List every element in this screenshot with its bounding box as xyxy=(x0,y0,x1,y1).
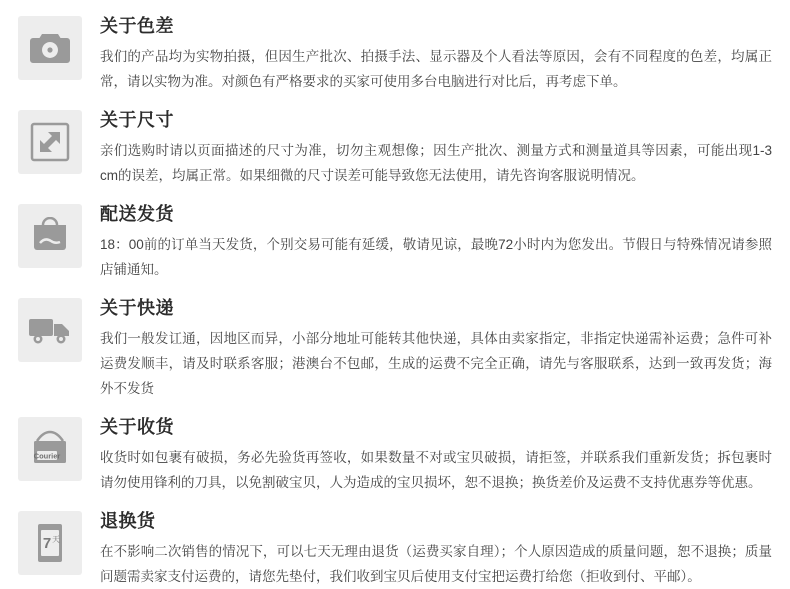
section-body: 18：00前的订单当天发货，个别交易可能有延缓，敬请见谅，最晚72小时内为您发出。节假日与特殊情况请参照店铺通知。 xyxy=(100,237,772,277)
section-content xyxy=(100,14,772,94)
section-color-difference xyxy=(18,14,772,94)
section-returns xyxy=(18,509,772,589)
seven-day-return-icon-box xyxy=(18,511,82,575)
truck-icon xyxy=(27,314,73,346)
section-title: 配送发货 xyxy=(100,204,174,224)
section-content xyxy=(100,415,772,495)
section-body: 在不影响二次销售的情况下，可以七天无理由退货（运费买家自理）；个人原因造成的质量问题，恕不退换；质量问题需卖家支付运费的，请您先垫付，我们收到宝贝后使用支付宝把运费打给您（拒收到付、平邮）。 xyxy=(100,544,772,584)
day-label: 天 xyxy=(52,535,60,544)
camera-icon xyxy=(29,31,71,65)
section-title: 关于收货 xyxy=(100,417,174,437)
section-express xyxy=(18,296,772,401)
section-content xyxy=(100,509,772,589)
section-content xyxy=(100,108,772,188)
section-size xyxy=(18,108,772,188)
section-content xyxy=(100,296,772,401)
seven-day-return-icon xyxy=(31,522,69,564)
resize-arrow-icon-box xyxy=(18,110,82,174)
courier-box-icon-box xyxy=(18,417,82,481)
section-body: 收货时如包裹有破损，务必先验货再签收，如果数量不对或宝贝破损，请拒签，并联系我们重新发货；拆包裹时请勿使用锋利的刀具，以免割破宝贝，人为造成的宝贝损坏，恕不退换；换货差价及运费不支持优惠券等优惠。 xyxy=(100,450,772,490)
section-body: 我们的产品均为实物拍摄，但因生产批次、拍摄手法、显示器及个人看法等原因，会有不同程度的色差，均属正常，请以实物为准。对颜色有严格要求的买家可使用多台电脑进行对比后，再考虑下单。 xyxy=(100,49,772,89)
shipping-bag-icon xyxy=(30,217,70,255)
section-title: 关于色差 xyxy=(100,16,174,36)
section-receiving xyxy=(18,415,772,495)
courier-box-icon xyxy=(27,429,73,469)
resize-arrow-icon xyxy=(30,122,70,162)
section-content xyxy=(100,202,772,282)
section-title: 关于尺寸 xyxy=(100,110,174,130)
camera-icon-box xyxy=(18,16,82,80)
section-shipping xyxy=(18,202,772,282)
section-body: 我们一般发讧通，因地区而异，小部分地址可能转其他快递，具体由卖家指定，非指定快递需补运费；急件可补运费发顺丰，请及时联系客服；港澳台不包邮，生成的运费不完全正确，请先与客服联系，达到一致再发货；海外不发货 xyxy=(100,331,772,396)
seven-label: 7 xyxy=(42,535,52,552)
section-title: 关于快递 xyxy=(100,298,174,318)
courier-label: Courier xyxy=(33,451,61,461)
shipping-bag-icon-box xyxy=(18,204,82,268)
section-title: 退换货 xyxy=(100,511,156,531)
truck-icon-box xyxy=(18,298,82,362)
section-body: 亲们选购时请以页面描述的尺寸为准，切勿主观想像；因生产批次、测量方式和测量道具等因素，可能出现1-3 cm的误差，均属正常。如果细微的尺寸误差可能导致您无法使用，请先咨询客服说明情况。 xyxy=(100,143,772,183)
